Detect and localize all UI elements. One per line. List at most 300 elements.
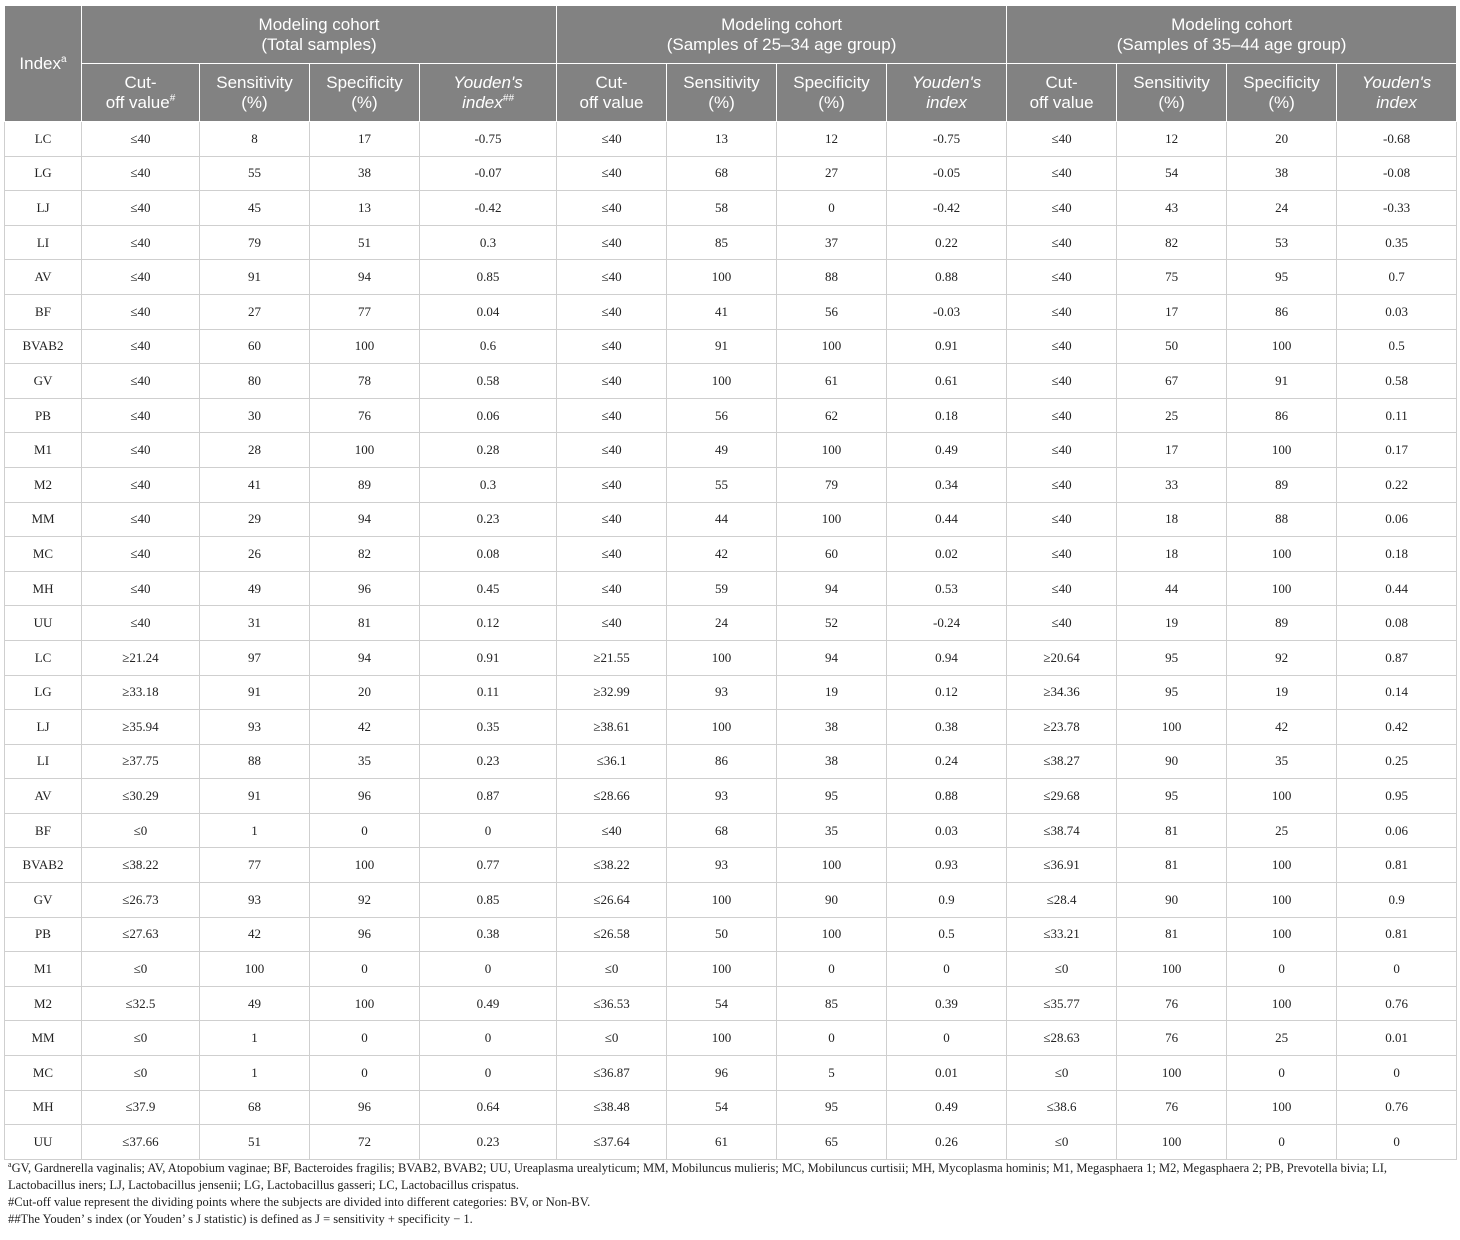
table-row bbox=[5, 986, 1457, 1021]
sensitivity-cell: 27 bbox=[200, 294, 310, 329]
footnote-abbreviations: $^a$GV, Gardnerella vaginalis; AV, Atopobium vaginae; BF, Bacteroides fragilis; BVAB2, BVAB2; UU, Ureaplasma urealyticum; MM, Mobiluncus mulieris; MC, Mobiluncus curtisii; MH, Mycoplasma hominis; M1, Megasphaera 1; M2, Megasphaera 2; PB, Prevotella bivia; LI, Lactobacillus iners; LJ, Lactobacillus jensenii; LG, Lactobacillus gasseri; LC, Lactobacillus crispatus. bbox=[8, 1160, 1388, 1192]
specificity-cell: 100 bbox=[310, 329, 420, 364]
specificity-cell: 100 bbox=[1227, 571, 1337, 606]
specificity-cell: 0 bbox=[1227, 952, 1337, 987]
cutoff-cell: ≥32.99 bbox=[557, 675, 667, 710]
specificity-cell: 25 bbox=[1227, 813, 1337, 848]
cutoff-cell: ≤40 bbox=[557, 571, 667, 606]
youden-cell: 0.85 bbox=[420, 260, 557, 295]
sensitivity-cell: 33 bbox=[1117, 467, 1227, 502]
group-header-total: Modeling cohort (Total samples) bbox=[82, 6, 557, 64]
sensitivity-cell: 30 bbox=[200, 398, 310, 433]
cutoff-cell: ≤26.73 bbox=[82, 883, 200, 918]
cutoff-cell: ≥23.78 bbox=[1007, 710, 1117, 745]
sensitivity-cell: 68 bbox=[667, 813, 777, 848]
group-header-age-35-44: Modeling cohort (Samples of 35–44 age group) bbox=[1007, 6, 1457, 64]
sensitivity-cell: 82 bbox=[1117, 225, 1227, 260]
sensitivity-cell: 81 bbox=[1117, 848, 1227, 883]
youden-cell: 0.3 bbox=[420, 467, 557, 502]
sensitivity-cell: 95 bbox=[1117, 779, 1227, 814]
cutoff-cell: ≤40 bbox=[557, 122, 667, 157]
youden-cell: 0 bbox=[420, 1021, 557, 1056]
youden-cell: -0.42 bbox=[420, 191, 557, 226]
index-cell: MC bbox=[5, 1056, 82, 1091]
sensitivity-cell: 68 bbox=[667, 156, 777, 191]
cutoff-cell: ≥21.55 bbox=[557, 640, 667, 675]
specificity-cell: 96 bbox=[310, 917, 420, 952]
sensitivity-cell: 100 bbox=[1117, 1125, 1227, 1160]
specificity-cell: 0 bbox=[310, 1021, 420, 1056]
youden-cell: 0.91 bbox=[887, 329, 1007, 364]
sensitivity-cell: 90 bbox=[1117, 883, 1227, 918]
cutoff-cell: ≤40 bbox=[1007, 433, 1117, 468]
youden-cell: 0.01 bbox=[887, 1056, 1007, 1091]
specificity-cell: 19 bbox=[777, 675, 887, 710]
sensitivity-cell: 42 bbox=[667, 537, 777, 572]
sensitivity-cell: 68 bbox=[200, 1090, 310, 1125]
sensitivity-cell: 93 bbox=[667, 675, 777, 710]
youden-cell: 0.35 bbox=[1337, 225, 1457, 260]
sensitivity-cell: 42 bbox=[200, 917, 310, 952]
table-row bbox=[5, 1056, 1457, 1091]
table-row bbox=[5, 294, 1457, 329]
index-cell: LI bbox=[5, 225, 82, 260]
sensitivity-cell: 80 bbox=[200, 364, 310, 399]
table-row bbox=[5, 640, 1457, 675]
youden-cell: 0.91 bbox=[420, 640, 557, 675]
sensitivity-cell: 100 bbox=[667, 364, 777, 399]
sensitivity-cell: 97 bbox=[200, 640, 310, 675]
specificity-cell: 35 bbox=[777, 813, 887, 848]
cutoff-cell: ≥20.64 bbox=[1007, 640, 1117, 675]
cutoff-cell: ≤40 bbox=[1007, 329, 1117, 364]
specificity-cell: 38 bbox=[310, 156, 420, 191]
specificity-cell: 42 bbox=[310, 710, 420, 745]
sensitivity-cell: 13 bbox=[667, 122, 777, 157]
youden-cell: 0.53 bbox=[887, 571, 1007, 606]
sensitivity-cell: 8 bbox=[200, 122, 310, 157]
specificity-cell: 88 bbox=[777, 260, 887, 295]
sensitivity-cell: 100 bbox=[1117, 1056, 1227, 1091]
cutoff-cell: ≤40 bbox=[557, 433, 667, 468]
index-cell: M2 bbox=[5, 986, 82, 1021]
cutoff-cell: ≤40 bbox=[557, 294, 667, 329]
youden-cell: 0 bbox=[1337, 1125, 1457, 1160]
cutoff-cell: ≤40 bbox=[1007, 467, 1117, 502]
specificity-cell: 96 bbox=[310, 779, 420, 814]
youden-cell: 0.03 bbox=[1337, 294, 1457, 329]
index-header: Index$^a$ bbox=[5, 6, 82, 122]
specificity-cell: 86 bbox=[1227, 294, 1337, 329]
cutoff-cell: ≤33.21 bbox=[1007, 917, 1117, 952]
sensitivity-cell: 79 bbox=[200, 225, 310, 260]
youden-cell: 0.44 bbox=[887, 502, 1007, 537]
specificity-header: Specificity (%) bbox=[1227, 64, 1337, 122]
youden-cell: 0.08 bbox=[1337, 606, 1457, 641]
sensitivity-cell: 91 bbox=[200, 779, 310, 814]
youden-cell: 0.04 bbox=[420, 294, 557, 329]
sensitivity-cell: 41 bbox=[667, 294, 777, 329]
table-row bbox=[5, 710, 1457, 745]
youden-cell: 0.81 bbox=[1337, 848, 1457, 883]
youden-cell: 0.3 bbox=[420, 225, 557, 260]
cutoff-cell: ≤36.87 bbox=[557, 1056, 667, 1091]
sensitivity-cell: 43 bbox=[1117, 191, 1227, 226]
youden-cell: -0.75 bbox=[887, 122, 1007, 157]
table-row bbox=[5, 156, 1457, 191]
specificity-cell: 92 bbox=[310, 883, 420, 918]
specificity-cell: 100 bbox=[1227, 433, 1337, 468]
youden-cell: 0.34 bbox=[887, 467, 1007, 502]
specificity-cell: 94 bbox=[310, 260, 420, 295]
sensitivity-cell: 100 bbox=[667, 952, 777, 987]
cutoff-cell: ≤40 bbox=[557, 502, 667, 537]
youden-cell: 0.26 bbox=[887, 1125, 1007, 1160]
cutoff-cell: ≤40 bbox=[557, 156, 667, 191]
specificity-cell: 85 bbox=[777, 986, 887, 1021]
index-cell: UU bbox=[5, 606, 82, 641]
table-row bbox=[5, 571, 1457, 606]
sensitivity-cell: 54 bbox=[1117, 156, 1227, 191]
specificity-cell: 79 bbox=[777, 467, 887, 502]
cutoff-cell: ≤36.1 bbox=[557, 744, 667, 779]
sensitivity-cell: 95 bbox=[1117, 640, 1227, 675]
youden-cell: 0.24 bbox=[887, 744, 1007, 779]
specificity-cell: 78 bbox=[310, 364, 420, 399]
specificity-cell: 38 bbox=[777, 744, 887, 779]
specificity-cell: 76 bbox=[310, 398, 420, 433]
index-cell: BF bbox=[5, 813, 82, 848]
sensitivity-cell: 31 bbox=[200, 606, 310, 641]
cutoff-cell: ≤40 bbox=[82, 537, 200, 572]
cutoff-cell: ≤36.53 bbox=[557, 986, 667, 1021]
index-cell: MH bbox=[5, 571, 82, 606]
youden-cell: 0.93 bbox=[887, 848, 1007, 883]
index-cell: BF bbox=[5, 294, 82, 329]
sensitivity-cell: 85 bbox=[667, 225, 777, 260]
specificity-cell: 13 bbox=[310, 191, 420, 226]
cutoff-cell: ≤0 bbox=[82, 1056, 200, 1091]
youden-cell: 0.35 bbox=[420, 710, 557, 745]
index-cell: PB bbox=[5, 398, 82, 433]
sensitivity-cell: 88 bbox=[200, 744, 310, 779]
cutoff-header: Cut- off value bbox=[557, 64, 667, 122]
sensitivity-cell: 81 bbox=[1117, 917, 1227, 952]
cutoff-cell: ≤40 bbox=[1007, 606, 1117, 641]
youden-cell: 0.95 bbox=[1337, 779, 1457, 814]
youden-cell: 0.5 bbox=[1337, 329, 1457, 364]
specificity-cell: 100 bbox=[777, 502, 887, 537]
cutoff-cell: ≤40 bbox=[82, 502, 200, 537]
index-cell: MM bbox=[5, 502, 82, 537]
cutoff-cell: ≤35.77 bbox=[1007, 986, 1117, 1021]
youden-cell: 0.42 bbox=[1337, 710, 1457, 745]
youden-header: Youden's index bbox=[887, 64, 1007, 122]
youden-cell: -0.33 bbox=[1337, 191, 1457, 226]
index-cell: LJ bbox=[5, 191, 82, 226]
youden-header: Youden's index bbox=[1337, 64, 1457, 122]
specificity-header: Specificity (%) bbox=[310, 64, 420, 122]
cutoff-cell: ≤28.66 bbox=[557, 779, 667, 814]
cutoff-cell: ≤0 bbox=[82, 952, 200, 987]
sensitivity-cell: 100 bbox=[1117, 710, 1227, 745]
footnote-cutoff: #Cut-off value represent the dividing points where the subjects are divided into different categories: BV, or Non-BV. bbox=[8, 1195, 591, 1209]
specificity-cell: 94 bbox=[777, 640, 887, 675]
specificity-cell: 12 bbox=[777, 122, 887, 157]
sensitivity-cell: 91 bbox=[200, 260, 310, 295]
cutoff-cell: ≤37.66 bbox=[82, 1125, 200, 1160]
cutoff-cell: ≤38.48 bbox=[557, 1090, 667, 1125]
index-cell: M1 bbox=[5, 433, 82, 468]
cutoff-cell: ≤30.29 bbox=[82, 779, 200, 814]
specificity-cell: 95 bbox=[1227, 260, 1337, 295]
specificity-cell: 37 bbox=[777, 225, 887, 260]
cutoff-cell: ≤40 bbox=[557, 225, 667, 260]
youden-cell: 0.12 bbox=[420, 606, 557, 641]
table-row bbox=[5, 433, 1457, 468]
index-cell: M1 bbox=[5, 952, 82, 987]
youden-cell: -0.24 bbox=[887, 606, 1007, 641]
index-cell: LG bbox=[5, 675, 82, 710]
cutoff-cell: ≤40 bbox=[557, 606, 667, 641]
table-row bbox=[5, 398, 1457, 433]
sensitivity-cell: 81 bbox=[1117, 813, 1227, 848]
specificity-cell: 100 bbox=[1227, 986, 1337, 1021]
cutoff-cell: ≤40 bbox=[1007, 364, 1117, 399]
specificity-cell: 94 bbox=[777, 571, 887, 606]
specificity-cell: 88 bbox=[1227, 502, 1337, 537]
cutoff-cell: ≥35.94 bbox=[82, 710, 200, 745]
cutoff-cell: ≤40 bbox=[82, 329, 200, 364]
table-row bbox=[5, 1090, 1457, 1125]
table-row bbox=[5, 329, 1457, 364]
youden-cell: 0.06 bbox=[1337, 813, 1457, 848]
cutoff-cell: ≤40 bbox=[82, 294, 200, 329]
youden-cell: 0.88 bbox=[887, 779, 1007, 814]
cutoff-cell: ≤40 bbox=[82, 225, 200, 260]
table-row bbox=[5, 260, 1457, 295]
index-cell: MC bbox=[5, 537, 82, 572]
youden-cell: 0 bbox=[1337, 952, 1457, 987]
cutoff-cell: ≤40 bbox=[1007, 225, 1117, 260]
sensitivity-header: Sensitivity (%) bbox=[200, 64, 310, 122]
specificity-cell: 100 bbox=[777, 433, 887, 468]
sensitivity-cell: 54 bbox=[667, 986, 777, 1021]
cutoff-cell: ≤0 bbox=[557, 952, 667, 987]
cutoff-cell: ≤40 bbox=[557, 260, 667, 295]
specificity-cell: 56 bbox=[777, 294, 887, 329]
table-row bbox=[5, 813, 1457, 848]
specificity-cell: 100 bbox=[1227, 917, 1337, 952]
youden-cell: 0.06 bbox=[1337, 502, 1457, 537]
cutoff-cell: ≤36.91 bbox=[1007, 848, 1117, 883]
sensitivity-cell: 18 bbox=[1117, 502, 1227, 537]
youden-cell: 0.81 bbox=[1337, 917, 1457, 952]
results-table bbox=[4, 5, 1457, 1160]
youden-cell: 0.38 bbox=[887, 710, 1007, 745]
youden-cell: -0.08 bbox=[1337, 156, 1457, 191]
sensitivity-cell: 67 bbox=[1117, 364, 1227, 399]
specificity-cell: 89 bbox=[1227, 467, 1337, 502]
cutoff-cell: ≤40 bbox=[1007, 398, 1117, 433]
specificity-cell: 62 bbox=[777, 398, 887, 433]
youden-cell: 0.01 bbox=[1337, 1021, 1457, 1056]
specificity-cell: 35 bbox=[310, 744, 420, 779]
table-row bbox=[5, 883, 1457, 918]
sensitivity-cell: 100 bbox=[1117, 952, 1227, 987]
sensitivity-cell: 59 bbox=[667, 571, 777, 606]
youden-cell: 0.85 bbox=[420, 883, 557, 918]
specificity-cell: 5 bbox=[777, 1056, 887, 1091]
table-row bbox=[5, 1125, 1457, 1160]
sensitivity-cell: 17 bbox=[1117, 294, 1227, 329]
specificity-cell: 96 bbox=[310, 571, 420, 606]
specificity-cell: 82 bbox=[310, 537, 420, 572]
cutoff-cell: ≥33.18 bbox=[82, 675, 200, 710]
specificity-cell: 19 bbox=[1227, 675, 1337, 710]
youden-header: Youden's index## bbox=[420, 64, 557, 122]
sensitivity-cell: 77 bbox=[200, 848, 310, 883]
sensitivity-cell: 24 bbox=[667, 606, 777, 641]
youden-cell: -0.42 bbox=[887, 191, 1007, 226]
cutoff-cell: ≤0 bbox=[1007, 1056, 1117, 1091]
cutoff-cell: ≤40 bbox=[82, 398, 200, 433]
youden-cell: 0.11 bbox=[1337, 398, 1457, 433]
youden-cell: 0.03 bbox=[887, 813, 1007, 848]
cutoff-cell: ≤0 bbox=[82, 813, 200, 848]
sensitivity-cell: 100 bbox=[667, 710, 777, 745]
youden-cell: 0.88 bbox=[887, 260, 1007, 295]
sensitivity-cell: 91 bbox=[200, 675, 310, 710]
specificity-cell: 52 bbox=[777, 606, 887, 641]
cutoff-cell: ≤38.6 bbox=[1007, 1090, 1117, 1125]
sensitivity-cell: 55 bbox=[667, 467, 777, 502]
youden-cell: 0.12 bbox=[887, 675, 1007, 710]
youden-cell: 0.77 bbox=[420, 848, 557, 883]
sensitivity-cell: 50 bbox=[667, 917, 777, 952]
sensitivity-cell: 61 bbox=[667, 1125, 777, 1160]
youden-cell: 0.64 bbox=[420, 1090, 557, 1125]
sensitivity-cell: 86 bbox=[667, 744, 777, 779]
youden-cell: 0.49 bbox=[887, 1090, 1007, 1125]
footnotes bbox=[8, 1160, 1452, 1228]
specificity-cell: 0 bbox=[1227, 1056, 1337, 1091]
cutoff-cell: ≤40 bbox=[82, 571, 200, 606]
sensitivity-cell: 49 bbox=[200, 986, 310, 1021]
youden-cell: 0.9 bbox=[1337, 883, 1457, 918]
table-row bbox=[5, 502, 1457, 537]
cutoff-cell: ≤40 bbox=[557, 813, 667, 848]
youden-cell: 0 bbox=[420, 813, 557, 848]
youden-cell: 0.38 bbox=[420, 917, 557, 952]
sensitivity-cell: 76 bbox=[1117, 1021, 1227, 1056]
specificity-cell: 86 bbox=[1227, 398, 1337, 433]
youden-cell: -0.68 bbox=[1337, 122, 1457, 157]
table-body bbox=[5, 122, 1457, 1160]
sensitivity-cell: 55 bbox=[200, 156, 310, 191]
youden-cell: 0.5 bbox=[887, 917, 1007, 952]
index-cell: LC bbox=[5, 122, 82, 157]
youden-cell: 0 bbox=[420, 1056, 557, 1091]
sensitivity-header: Sensitivity (%) bbox=[667, 64, 777, 122]
cutoff-cell: ≤40 bbox=[557, 329, 667, 364]
specificity-cell: 100 bbox=[1227, 329, 1337, 364]
youden-cell: 0.58 bbox=[1337, 364, 1457, 399]
cutoff-cell: ≤37.64 bbox=[557, 1125, 667, 1160]
table-row bbox=[5, 848, 1457, 883]
specificity-cell: 0 bbox=[1227, 1125, 1337, 1160]
youden-cell: 0.14 bbox=[1337, 675, 1457, 710]
sensitivity-cell: 1 bbox=[200, 813, 310, 848]
cutoff-cell: ≤0 bbox=[1007, 952, 1117, 987]
specificity-cell: 24 bbox=[1227, 191, 1337, 226]
youden-cell: 0.06 bbox=[420, 398, 557, 433]
cutoff-cell: ≤40 bbox=[82, 122, 200, 157]
specificity-cell: 95 bbox=[777, 1090, 887, 1125]
youden-cell: 0 bbox=[887, 952, 1007, 987]
cutoff-cell: ≤26.64 bbox=[557, 883, 667, 918]
youden-cell: 0.17 bbox=[1337, 433, 1457, 468]
cutoff-cell: ≥21.24 bbox=[82, 640, 200, 675]
sensitivity-cell: 25 bbox=[1117, 398, 1227, 433]
youden-cell: 0.22 bbox=[887, 225, 1007, 260]
specificity-cell: 0 bbox=[310, 952, 420, 987]
youden-cell: 0.45 bbox=[420, 571, 557, 606]
sensitivity-cell: 41 bbox=[200, 467, 310, 502]
youden-cell: 0.11 bbox=[420, 675, 557, 710]
index-cell: MM bbox=[5, 1021, 82, 1056]
specificity-cell: 100 bbox=[1227, 848, 1337, 883]
cutoff-cell: ≤40 bbox=[1007, 502, 1117, 537]
index-cell: BVAB2 bbox=[5, 329, 82, 364]
cutoff-cell: ≥37.75 bbox=[82, 744, 200, 779]
sensitivity-cell: 60 bbox=[200, 329, 310, 364]
sensitivity-header: Sensitivity (%) bbox=[1117, 64, 1227, 122]
cutoff-cell: ≥38.61 bbox=[557, 710, 667, 745]
youden-cell: 0.23 bbox=[420, 744, 557, 779]
specificity-cell: 0 bbox=[310, 813, 420, 848]
specificity-cell: 25 bbox=[1227, 1021, 1337, 1056]
table-row bbox=[5, 606, 1457, 641]
sensitivity-cell: 58 bbox=[667, 191, 777, 226]
specificity-cell: 61 bbox=[777, 364, 887, 399]
cutoff-cell: ≤0 bbox=[557, 1021, 667, 1056]
sensitivity-cell: 49 bbox=[667, 433, 777, 468]
index-cell: BVAB2 bbox=[5, 848, 82, 883]
sensitivity-cell: 54 bbox=[667, 1090, 777, 1125]
youden-cell: 0.49 bbox=[420, 986, 557, 1021]
sensitivity-cell: 17 bbox=[1117, 433, 1227, 468]
index-cell: M2 bbox=[5, 467, 82, 502]
youden-cell: 0.49 bbox=[887, 433, 1007, 468]
specificity-cell: 38 bbox=[777, 710, 887, 745]
sensitivity-cell: 91 bbox=[667, 329, 777, 364]
cutoff-cell: ≤40 bbox=[1007, 537, 1117, 572]
table-row bbox=[5, 917, 1457, 952]
sensitivity-cell: 90 bbox=[1117, 744, 1227, 779]
table-row bbox=[5, 675, 1457, 710]
specificity-cell: 100 bbox=[1227, 779, 1337, 814]
table-row bbox=[5, 744, 1457, 779]
sensitivity-cell: 76 bbox=[1117, 986, 1227, 1021]
table-row bbox=[5, 537, 1457, 572]
index-cell: MH bbox=[5, 1090, 82, 1125]
specificity-cell: 35 bbox=[1227, 744, 1337, 779]
youden-cell: -0.03 bbox=[887, 294, 1007, 329]
index-cell: LI bbox=[5, 744, 82, 779]
specificity-cell: 92 bbox=[1227, 640, 1337, 675]
specificity-cell: 42 bbox=[1227, 710, 1337, 745]
